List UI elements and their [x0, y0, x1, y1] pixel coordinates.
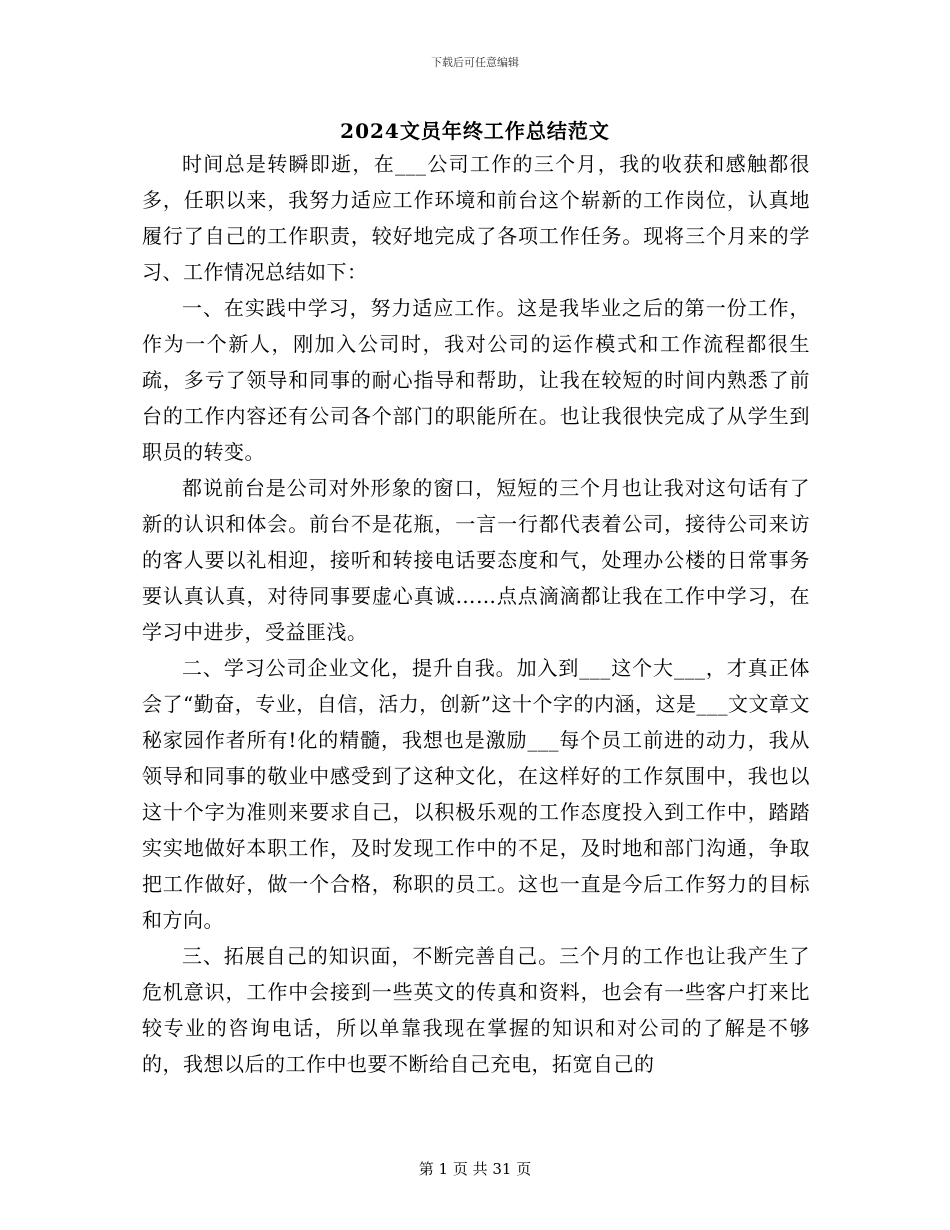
- page-number: 第 1 页 共 31 页: [418, 1160, 532, 1178]
- paragraph-section-1: 一、在实践中学习，努力适应工作。这是我毕业之后的第一份工作，作为一个新人，刚加入公司时，我对公司的运作模式和工作流程都很生疏，多亏了领导和同事的耐心指导和帮助，让我在较短的时间内熟悉了前台的工作内容还有公司各个部门的职能所在。也让我很快完成了从学生到职员的转变。: [142, 296, 810, 464]
- document-body: [142, 146, 810, 1082]
- paragraph-section-2: 二、学习公司企业文化，提升自我。加入到___这个大___，才真正体会了“勤奋，专业，自信，活力，创新”这十个字的内涵，这是___文文章文秘家园作者所有!化的精髓，我想也是激励___每个员工前进的动力，我从领导和同事的敬业中感受到了这种文化，在这样好的工作氛围中，我也以这十个字为准则来要求自己，以积极乐观的工作态度投入到工作中，踏踏实实地做好本职工作，及时发现工作中的不足，及时地和部门沟通，争取把工作做好，做一个合格，称职的员工。这也一直是今后工作努力的目标和方向。: [142, 656, 810, 932]
- document-title: 2024文员年终工作总结范文: [340, 119, 610, 143]
- paragraph-intro: 时间总是转瞬即逝，在___公司工作的三个月，我的收获和感触都很多，任职以来，我努力适应工作环境和前台这个崭新的工作岗位，认真地履行了自己的工作职责，较好地完成了各项工作任务。现将三个月来的学习、工作情况总结如下：: [142, 152, 810, 284]
- paragraph-section-3: 三、拓展自己的知识面，不断完善自己。三个月的工作也让我产生了危机意识，工作中会接到一些英文的传真和资料，也会有一些客户打来比较专业的咨询电话，所以单靠我现在掌握的知识和对公司的了解是不够的，我想以后的工作中也要不断给自己充电，拓宽自己的: [142, 944, 810, 1076]
- paragraph-reception: 都说前台是公司对外形象的窗口，短短的三个月也让我对这句话有了新的认识和体会。前台不是花瓶，一言一行都代表着公司，接待公司来访的客人要以礼相迎，接听和转接电话要态度和气，处理办公楼的日常事务要认真认真，对待同事要虚心真诚……点点滴滴都让我在工作中学习，在学习中进步，受益匪浅。: [142, 476, 810, 644]
- page-header-note: 下载后可任意编辑: [431, 56, 519, 69]
